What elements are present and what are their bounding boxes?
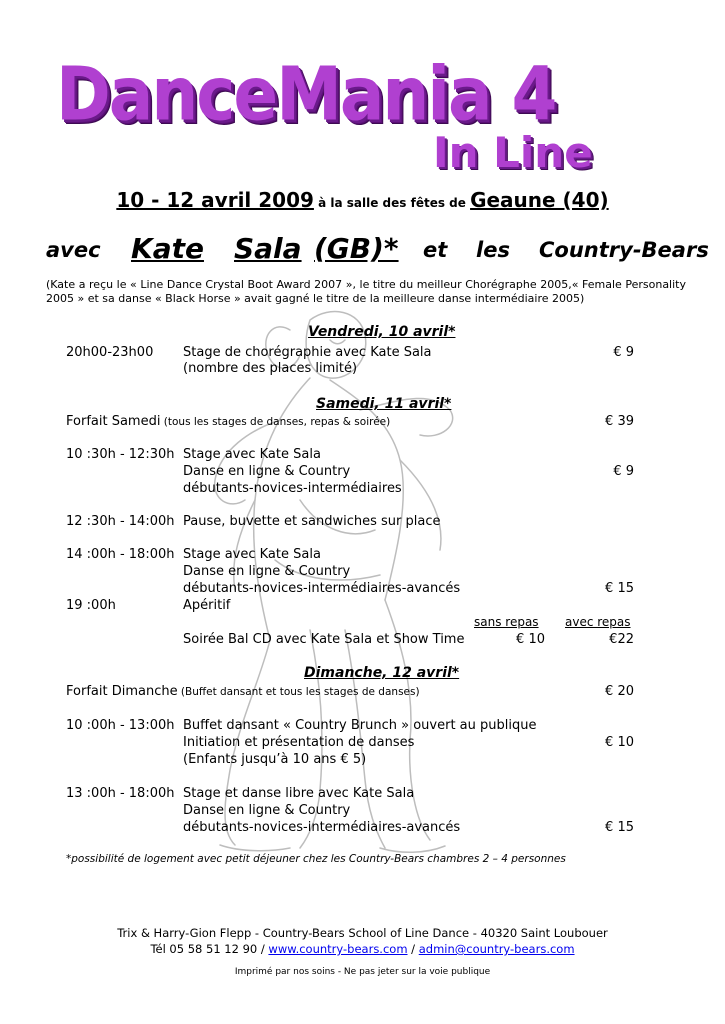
saturday-s2-time: 14 :00h - 18:00h bbox=[66, 547, 175, 562]
column-avec-repas: avec repas bbox=[565, 615, 631, 629]
friday-price: € 9 bbox=[613, 345, 634, 360]
les-word: les bbox=[476, 238, 510, 262]
print-note: Imprimé par nos soins - Ne pas jeter sur la voie publique bbox=[234, 967, 491, 977]
footer-separator: / bbox=[407, 942, 419, 956]
title-dancemania: DanceMania 4 bbox=[56, 51, 556, 138]
et-word: et bbox=[423, 238, 448, 262]
saturday-s1-price: € 9 bbox=[613, 464, 634, 479]
saturday-s2-line3: débutants-novices-intermédiaires-avancés bbox=[183, 581, 461, 596]
lodging-footnote: *possibilité de logement avec petit déjeuner chez les Country-Bears chambres 2 – 4 personnes bbox=[66, 853, 566, 865]
saturday-pause-text: Pause, buvette et sandwiches sur place bbox=[183, 514, 441, 529]
footer-tel: Tél 05 58 51 12 90 / bbox=[150, 942, 269, 956]
footer-contact bbox=[0, 942, 725, 956]
saturday-s2-price: € 15 bbox=[605, 581, 634, 596]
sunday-stage-line1: Stage et danse libre avec Kate Sala bbox=[183, 786, 415, 801]
avec-word: avec bbox=[46, 238, 101, 262]
saturday-soiree-price-sans: € 10 bbox=[516, 632, 545, 647]
event-place: Geaune (40) bbox=[470, 188, 609, 212]
sunday-brunch-line3: (Enfants jusqu’à 10 ans € 5) bbox=[183, 752, 367, 767]
saturday-forfait bbox=[66, 414, 390, 430]
artist-sala: Sala bbox=[234, 232, 302, 265]
saturday-s2-line2: Danse en ligne & Country bbox=[183, 564, 351, 579]
sunday-forfait bbox=[66, 684, 420, 700]
saturday-s1-line3: débutants-novices-intermédiaires bbox=[183, 481, 402, 496]
sunday-stage-time: 13 :00h - 18:00h bbox=[66, 786, 175, 801]
artist-kate: Kate bbox=[131, 232, 204, 265]
email-link[interactable]: admin@country-bears.com bbox=[418, 942, 575, 956]
sunday-brunch-line1: Buffet dansant « Country Brunch » ouvert au publique bbox=[183, 718, 537, 733]
sunday-forfait-note: (Buffet dansant et tous les stages de danses) bbox=[177, 686, 420, 698]
dancers-watermark-illustration bbox=[160, 300, 490, 860]
artist-gb: (GB)* bbox=[314, 232, 399, 265]
sunday-stage-price: € 15 bbox=[605, 820, 634, 835]
saturday-pause-time: 12 :30h - 14:00h bbox=[66, 514, 175, 529]
saturday-s2-line1: Stage avec Kate Sala bbox=[183, 547, 321, 562]
event-date-line bbox=[0, 188, 725, 212]
sunday-brunch-time: 10 :00h - 13:00h bbox=[66, 718, 175, 733]
heading-saturday: Samedi, 11 avril* bbox=[316, 396, 452, 412]
saturday-aperitif-time: 19 :00h bbox=[66, 598, 116, 613]
website-link[interactable]: www.country-bears.com bbox=[268, 942, 408, 956]
saturday-forfait-note: (tous les stages de danses, repas & soirée) bbox=[160, 416, 391, 428]
saturday-forfait-label: Forfait Samedi bbox=[66, 414, 161, 429]
sunday-forfait-label: Forfait Dimanche bbox=[66, 684, 178, 699]
sunday-forfait-price: € 20 bbox=[605, 684, 634, 699]
sunday-brunch-line2: Initiation et présentation de danses bbox=[183, 735, 415, 750]
sunday-stage-line2: Danse en ligne & Country bbox=[183, 803, 351, 818]
title-in-line: In Line bbox=[433, 128, 593, 177]
column-sans-repas: sans repas bbox=[474, 615, 539, 629]
heading-friday: Vendredi, 10 avril* bbox=[308, 324, 456, 340]
friday-time: 20h00-23h00 bbox=[66, 345, 154, 360]
saturday-soiree-text: Soirée Bal CD avec Kate Sala et Show Time bbox=[183, 632, 465, 647]
saturday-soiree-price-avec: €22 bbox=[609, 632, 634, 647]
heading-sunday: Dimanche, 12 avril* bbox=[304, 665, 460, 681]
sunday-stage-line3: débutants-novices-intermédiaires-avancés bbox=[183, 820, 461, 835]
saturday-s1-line2: Danse en ligne & Country bbox=[183, 464, 351, 479]
artist-country-bears: Country-Bears bbox=[539, 238, 709, 262]
saturday-s1-line1: Stage avec Kate Sala bbox=[183, 447, 321, 462]
award-note: (Kate a reçu le « Line Dance Crystal Boot Award 2007 », le titre du meilleur Chorégraphe 2005,« Female Personality 2005 » et sa danse « Black Horse » avait gagné le titre de la meilleure danse intermédiaire 2005) bbox=[46, 278, 686, 305]
saturday-forfait-price: € 39 bbox=[605, 414, 634, 429]
event-dates: 10 - 12 avril 2009 bbox=[116, 188, 314, 212]
friday-line2: (nombre des places limité) bbox=[183, 361, 358, 376]
saturday-s1-time: 10 :30h - 12:30h bbox=[66, 447, 175, 462]
venue-text: à la salle des fêtes de bbox=[313, 196, 471, 210]
sunday-brunch-price: € 10 bbox=[605, 735, 634, 750]
artists-line bbox=[46, 232, 709, 266]
footer-address: Trix & Harry-Gion Flepp - Country-Bears School of Line Dance - 40320 Saint Loubouer bbox=[117, 926, 608, 940]
friday-line1: Stage de chorégraphie avec Kate Sala bbox=[183, 345, 432, 360]
saturday-aperitif-text: Apéritif bbox=[183, 598, 231, 613]
